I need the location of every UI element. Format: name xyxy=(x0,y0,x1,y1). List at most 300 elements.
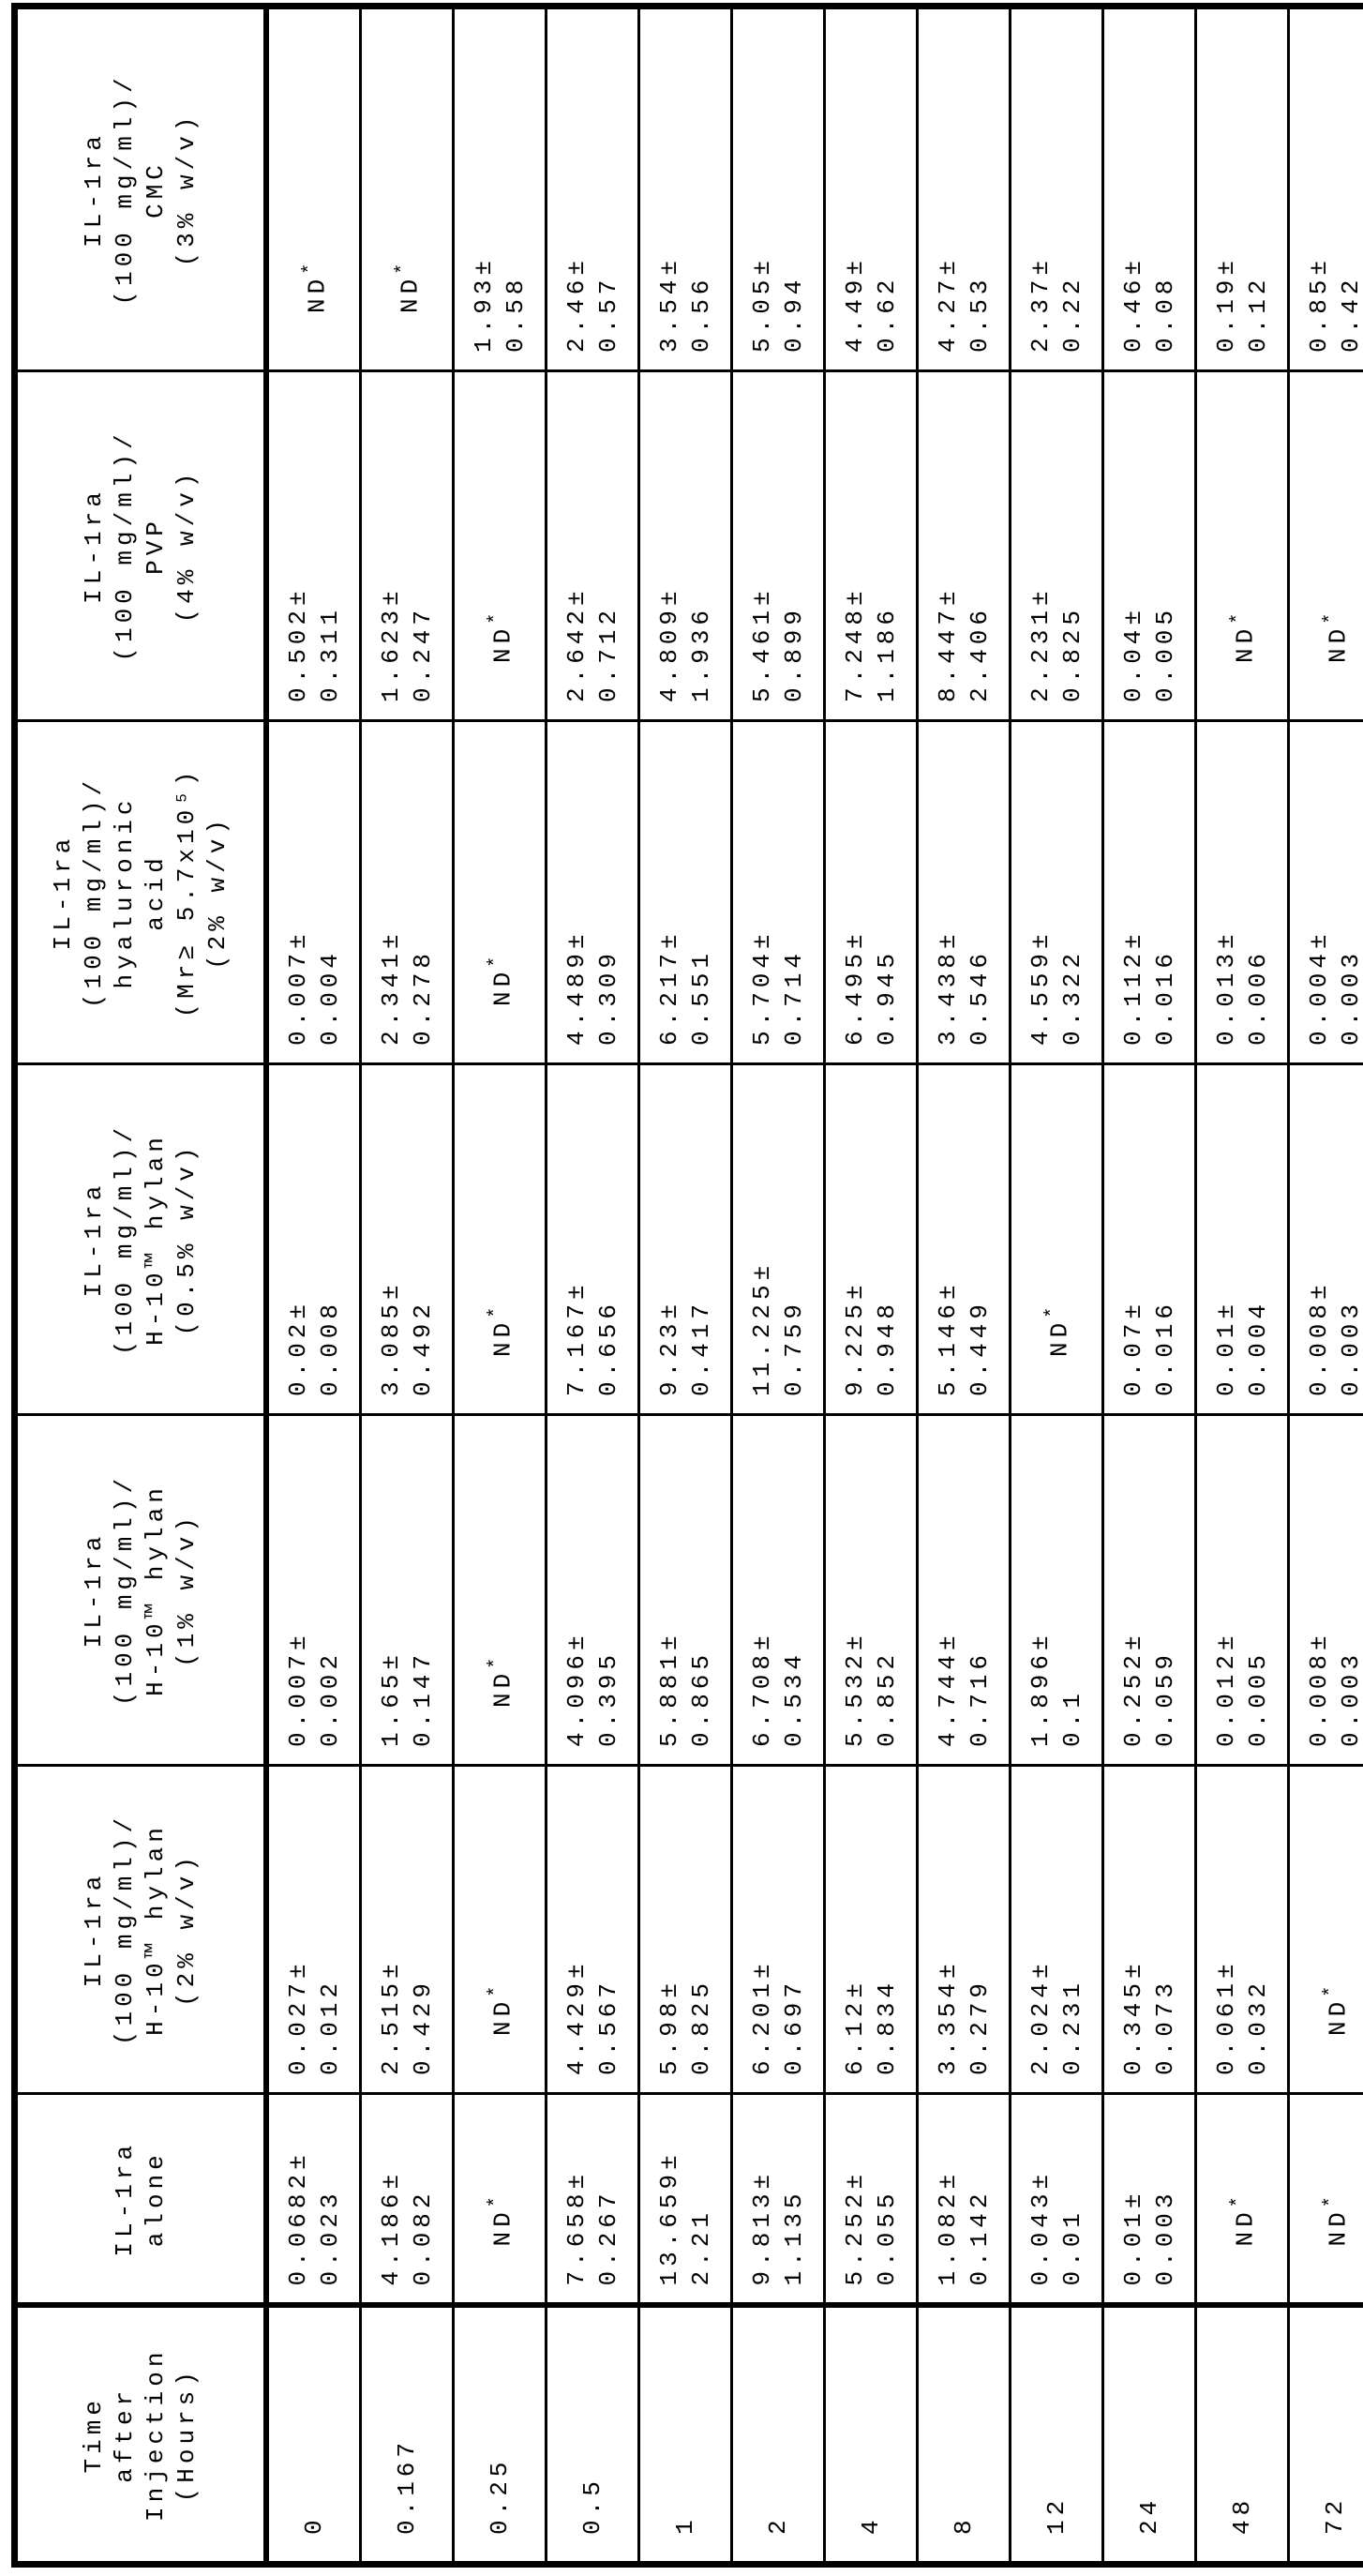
nd-footnote-mark: * xyxy=(1228,2192,1250,2207)
nd-label: ND xyxy=(303,275,331,313)
value-cell xyxy=(361,721,454,1064)
mean-value: 5.532± xyxy=(839,1416,871,1747)
value-cell xyxy=(639,1766,732,2094)
not-detected-cell xyxy=(1289,371,1363,721)
sd-value: 0.005 xyxy=(1149,372,1181,702)
value-cell xyxy=(639,721,732,1064)
nd-label: ND xyxy=(488,1669,517,1708)
sd-value: 0.003 xyxy=(1335,722,1363,1046)
header-line: H-10™ hylan xyxy=(141,1065,172,1413)
mean-value: 5.05± xyxy=(746,9,778,353)
column-header xyxy=(15,721,267,1064)
nd-label: ND xyxy=(1231,2207,1259,2246)
value-cell xyxy=(361,1766,454,2094)
mean-value: 1.65± xyxy=(375,1416,407,1747)
mean-value: 0.07± xyxy=(1117,1065,1149,1396)
time-cell: 4 xyxy=(825,2306,918,2565)
table-row xyxy=(361,7,454,2565)
value-cell xyxy=(918,7,1011,371)
mean-value: 3.54± xyxy=(653,9,685,353)
header-line: (100 mg/ml)/ xyxy=(110,1065,141,1413)
mean-value: 0.004± xyxy=(1303,722,1335,1046)
time-cell: 48 xyxy=(1196,2306,1289,2565)
mean-value: 6.217± xyxy=(653,722,685,1046)
sd-value: 0.059 xyxy=(1149,1416,1181,1747)
mean-value: 5.98± xyxy=(653,1767,685,2075)
mean-value: 1.93± xyxy=(468,9,500,353)
sd-value: 0.417 xyxy=(685,1065,717,1396)
sd-value: 0.278 xyxy=(407,722,439,1046)
value-cell xyxy=(732,1766,825,2094)
mean-value: 4.559± xyxy=(1025,722,1056,1046)
value-cell xyxy=(918,721,1011,1064)
sd-value: 0.322 xyxy=(1056,722,1088,1046)
sd-value: 0.279 xyxy=(964,1767,996,2075)
sd-value: 0.016 xyxy=(1149,722,1181,1046)
time-cell: 0.5 xyxy=(547,2306,639,2565)
mean-value: 1.623± xyxy=(375,372,407,702)
column-header xyxy=(15,2306,267,2565)
header-line: (2% w/v) xyxy=(172,1767,202,2092)
sd-value: 0.567 xyxy=(592,1767,624,2075)
mean-value: 8.447± xyxy=(932,372,964,702)
not-detected-cell xyxy=(1011,1064,1103,1415)
mean-value: 0.112± xyxy=(1117,722,1149,1046)
table-row xyxy=(547,7,639,2565)
sd-value: 0.231 xyxy=(1056,1767,1088,2075)
sd-value: 0.56 xyxy=(685,9,717,353)
value-cell xyxy=(1196,1415,1289,1766)
value-cell xyxy=(547,7,639,371)
mean-value: 2.515± xyxy=(375,1767,407,2075)
nd-label: ND xyxy=(396,275,424,313)
time-cell: 24 xyxy=(1103,2306,1196,2565)
sd-value: 0.004 xyxy=(1242,1065,1274,1396)
header-line: IL-1ra xyxy=(79,372,110,719)
value-cell xyxy=(1196,7,1289,371)
value-cell xyxy=(361,2094,454,2306)
header-line: IL-1ra xyxy=(79,1065,110,1413)
mean-value: 0.85± xyxy=(1303,9,1335,353)
sd-value: 0.53 xyxy=(964,9,996,353)
mean-value: 7.248± xyxy=(839,372,871,702)
header-line: (Hours) xyxy=(172,2309,202,2562)
sd-value: 0.449 xyxy=(964,1065,996,1396)
header-line: PVP xyxy=(141,372,172,719)
value-cell xyxy=(918,1064,1011,1415)
header-line: (100 mg/ml)/ xyxy=(79,722,110,1062)
mean-value: 6.708± xyxy=(746,1416,778,1747)
value-cell xyxy=(1011,2094,1103,2306)
header-line: IL-1ra xyxy=(79,1416,110,1764)
nd-label: ND xyxy=(1045,1318,1073,1357)
nd-label: ND xyxy=(488,625,517,663)
value-cell xyxy=(1011,371,1103,721)
mean-value: 0.061± xyxy=(1210,1767,1242,2075)
mean-value: 5.461± xyxy=(746,372,778,702)
time-cell: 1 xyxy=(639,2306,732,2565)
mean-value: 6.201± xyxy=(746,1767,778,2075)
header-line: (1% w/v) xyxy=(172,1416,202,1764)
table-row xyxy=(454,7,547,2565)
value-cell xyxy=(1011,7,1103,371)
sd-value: 0.032 xyxy=(1242,1767,1274,2075)
header-line: Injection xyxy=(141,2309,172,2562)
value-cell xyxy=(732,721,825,1064)
mean-value: 4.186± xyxy=(375,2095,407,2286)
not-detected-cell xyxy=(1289,1766,1363,2094)
nd-footnote-mark: * xyxy=(1228,609,1250,625)
nd-label: ND xyxy=(1324,625,1352,663)
nd-label: ND xyxy=(488,1318,517,1357)
value-cell xyxy=(825,721,918,1064)
sd-value: 0.395 xyxy=(592,1416,624,1747)
mean-value: 0.252± xyxy=(1117,1416,1149,1747)
nd-footnote-mark: * xyxy=(486,1303,507,1318)
table-row xyxy=(639,7,732,2565)
mean-value: 2.231± xyxy=(1025,372,1056,702)
mean-value: 0.008± xyxy=(1303,1416,1335,1747)
value-cell xyxy=(1103,721,1196,1064)
sd-value: 1.936 xyxy=(685,372,717,702)
not-detected-cell xyxy=(454,721,547,1064)
mean-value: 0.013± xyxy=(1210,722,1242,1046)
nd-label: ND xyxy=(1324,2207,1352,2246)
nd-footnote-mark: * xyxy=(1321,2192,1342,2207)
mean-value: 2.341± xyxy=(375,722,407,1046)
mean-value: 7.658± xyxy=(561,2095,592,2286)
header-line: (3% w/v) xyxy=(172,9,202,369)
value-cell xyxy=(1289,7,1363,371)
header-line: (Mr≥ 5.7x10⁵) xyxy=(172,722,202,1062)
sd-value: 0.42 xyxy=(1335,9,1363,353)
value-cell xyxy=(547,1064,639,1415)
value-cell xyxy=(1103,1415,1196,1766)
table-row xyxy=(1289,7,1363,2565)
header-line: H-10™ hylan xyxy=(141,1416,172,1764)
header-line: hyaluronic xyxy=(110,722,141,1062)
mean-value: 9.813± xyxy=(746,2095,778,2286)
time-cell: 8 xyxy=(918,2306,1011,2565)
sd-value: 0.003 xyxy=(1335,1065,1363,1396)
sd-value: 0.94 xyxy=(778,9,810,353)
sd-value: 0.551 xyxy=(685,722,717,1046)
header-line: (100 mg/ml)/ xyxy=(110,372,141,719)
value-cell xyxy=(266,1064,361,1415)
value-cell xyxy=(732,1415,825,1766)
mean-value: 0.46± xyxy=(1117,9,1149,353)
sd-value: 0.899 xyxy=(778,372,810,702)
value-cell xyxy=(547,1766,639,2094)
table-row xyxy=(266,7,361,2565)
mean-value: 0.19± xyxy=(1210,9,1242,353)
value-cell xyxy=(547,721,639,1064)
sd-value: 0.267 xyxy=(592,2095,624,2286)
mean-value: 4.096± xyxy=(561,1416,592,1747)
sd-value: 0.311 xyxy=(314,372,346,702)
mean-value: 5.704± xyxy=(746,722,778,1046)
sd-value: 0.006 xyxy=(1242,722,1274,1046)
sd-value: 0.12 xyxy=(1242,9,1274,353)
value-cell xyxy=(639,7,732,371)
value-cell xyxy=(639,2094,732,2306)
sd-value: 1.135 xyxy=(778,2095,810,2286)
table-row xyxy=(1196,7,1289,2565)
value-cell xyxy=(918,1415,1011,1766)
sd-value: 0.714 xyxy=(778,722,810,1046)
value-cell xyxy=(1103,7,1196,371)
nd-footnote-mark: * xyxy=(1042,1303,1064,1318)
sd-value: 0.073 xyxy=(1149,1767,1181,2075)
value-cell xyxy=(1289,721,1363,1064)
header-line: (4% w/v) xyxy=(172,372,202,719)
sd-value: 0.62 xyxy=(871,9,903,353)
nd-footnote-mark: * xyxy=(486,609,507,625)
header-line: (100 mg/ml)/ xyxy=(110,1767,141,2092)
sd-value: 0.309 xyxy=(592,722,624,1046)
nd-footnote-mark: * xyxy=(486,1653,507,1669)
sd-value: 2.406 xyxy=(964,372,996,702)
nd-footnote-mark: * xyxy=(486,2192,507,2207)
mean-value: 2.642± xyxy=(561,372,592,702)
nd-label: ND xyxy=(1231,625,1259,663)
mean-value: 5.252± xyxy=(839,2095,871,2286)
value-cell xyxy=(266,1766,361,2094)
sd-value: 0.865 xyxy=(685,1416,717,1747)
column-header xyxy=(15,371,267,721)
value-cell xyxy=(918,371,1011,721)
mean-value: 0.043± xyxy=(1025,2095,1056,2286)
mean-value: 4.49± xyxy=(839,9,871,353)
value-cell xyxy=(454,7,547,371)
sd-value: 0.546 xyxy=(964,722,996,1046)
value-cell xyxy=(732,371,825,721)
not-detected-cell xyxy=(454,1415,547,1766)
mean-value: 9.23± xyxy=(653,1065,685,1396)
mean-value: 4.809± xyxy=(653,372,685,702)
nd-label: ND xyxy=(1324,1997,1352,2036)
nd-footnote-mark: * xyxy=(393,259,414,275)
column-header xyxy=(15,2094,267,2306)
mean-value: 2.024± xyxy=(1025,1767,1056,2075)
value-cell xyxy=(825,371,918,721)
sd-value: 0.005 xyxy=(1242,1416,1274,1747)
sd-value: 0.825 xyxy=(1056,372,1088,702)
mean-value: 2.46± xyxy=(561,9,592,353)
sd-value: 0.492 xyxy=(407,1065,439,1396)
sd-value: 0.055 xyxy=(871,2095,903,2286)
value-cell xyxy=(639,1415,732,1766)
header-line: (100 mg/ml)/ xyxy=(110,1416,141,1764)
value-cell xyxy=(1011,1415,1103,1766)
nd-footnote-mark: * xyxy=(486,1981,507,1997)
sd-value: 0.57 xyxy=(592,9,624,353)
mean-value: 6.12± xyxy=(839,1767,871,2075)
value-cell xyxy=(732,1064,825,1415)
sd-value: 2.21 xyxy=(685,2095,717,2286)
sd-value: 0.01 xyxy=(1056,2095,1088,2286)
sd-value: 0.948 xyxy=(871,1065,903,1396)
mean-value: 1.082± xyxy=(932,2095,964,2286)
sd-value: 0.147 xyxy=(407,1416,439,1747)
mean-value: 1.896± xyxy=(1025,1416,1056,1747)
time-cell: 0 xyxy=(266,2306,361,2565)
mean-value: 4.27± xyxy=(932,9,964,353)
table-header-row xyxy=(15,7,267,2565)
release-data-table xyxy=(11,3,1363,2568)
not-detected-cell xyxy=(1289,2094,1363,2306)
table-body xyxy=(266,7,1363,2565)
value-cell xyxy=(732,2094,825,2306)
header-line: (2% w/v) xyxy=(202,722,233,1062)
value-cell xyxy=(639,1064,732,1415)
sd-value: 0.58 xyxy=(500,9,532,353)
value-cell xyxy=(639,371,732,721)
time-cell: 12 xyxy=(1011,2306,1103,2565)
nd-label: ND xyxy=(488,968,517,1006)
value-cell xyxy=(1196,1766,1289,2094)
value-cell xyxy=(266,721,361,1064)
nd-footnote-mark: * xyxy=(1321,609,1342,625)
mean-value: 0.007± xyxy=(282,722,314,1046)
value-cell xyxy=(825,1064,918,1415)
value-cell xyxy=(1103,2094,1196,2306)
sd-value: 0.656 xyxy=(592,1065,624,1396)
value-cell xyxy=(1196,721,1289,1064)
sd-value: 0.08 xyxy=(1149,9,1181,353)
column-header xyxy=(15,7,267,371)
mean-value: 0.008± xyxy=(1303,1065,1335,1396)
mean-value: 2.37± xyxy=(1025,9,1056,353)
sd-value: 0.004 xyxy=(314,722,346,1046)
time-cell: 2 xyxy=(732,2306,825,2565)
not-detected-cell xyxy=(454,1064,547,1415)
value-cell xyxy=(547,2094,639,2306)
sd-value: 0.22 xyxy=(1056,9,1088,353)
header-line: IL-1ra xyxy=(48,722,79,1062)
time-cell: 0.167 xyxy=(361,2306,454,2565)
value-cell xyxy=(1011,721,1103,1064)
mean-value: 0.04± xyxy=(1117,372,1149,702)
mean-value: 7.167± xyxy=(561,1065,592,1396)
value-cell xyxy=(1289,1064,1363,1415)
sd-value: 0.429 xyxy=(407,1767,439,2075)
nd-footnote-mark: * xyxy=(1321,1981,1342,1997)
not-detected-cell xyxy=(1196,2094,1289,2306)
header-line: IL-1ra xyxy=(79,1767,110,2092)
sd-value: 0.1 xyxy=(1056,1416,1088,1747)
sd-value: 0.852 xyxy=(871,1416,903,1747)
mean-value: 3.085± xyxy=(375,1065,407,1396)
mean-value: 0.01± xyxy=(1117,2095,1149,2286)
mean-value: 4.489± xyxy=(561,722,592,1046)
mean-value: 5.146± xyxy=(932,1065,964,1396)
mean-value: 9.225± xyxy=(839,1065,871,1396)
sd-value: 0.003 xyxy=(1149,2095,1181,2286)
value-cell xyxy=(825,7,918,371)
mean-value: 0.02± xyxy=(282,1065,314,1396)
value-cell xyxy=(732,7,825,371)
header-line: IL-1ra xyxy=(79,9,110,369)
not-detected-cell xyxy=(454,2094,547,2306)
value-cell xyxy=(825,1415,918,1766)
mean-value: 0.007± xyxy=(282,1416,314,1747)
column-header xyxy=(15,1766,267,2094)
mean-value: 0.01± xyxy=(1210,1065,1242,1396)
sd-value: 0.003 xyxy=(1335,1416,1363,1747)
value-cell xyxy=(361,1064,454,1415)
header-line: (0.5% w/v) xyxy=(172,1065,202,1413)
mean-value: 6.495± xyxy=(839,722,871,1046)
header-line: CMC xyxy=(141,9,172,369)
header-line: after xyxy=(110,2309,141,2562)
table-row xyxy=(1011,7,1103,2565)
sd-value: 0.016 xyxy=(1149,1065,1181,1396)
mean-value: 11.225± xyxy=(746,1065,778,1396)
header-line: (100 mg/ml)/ xyxy=(110,9,141,369)
not-detected-cell xyxy=(454,1766,547,2094)
nd-label: ND xyxy=(488,2207,517,2246)
column-header xyxy=(15,1064,267,1415)
mean-value: 3.354± xyxy=(932,1767,964,2075)
value-cell xyxy=(825,2094,918,2306)
sd-value: 0.716 xyxy=(964,1416,996,1747)
nd-footnote-mark: * xyxy=(300,259,322,275)
mean-value: 0.0682± xyxy=(282,2095,314,2286)
sd-value: 0.834 xyxy=(871,1767,903,2075)
not-detected-cell xyxy=(454,371,547,721)
value-cell xyxy=(1011,1766,1103,2094)
table-row xyxy=(732,7,825,2565)
value-cell xyxy=(825,1766,918,2094)
time-cell: 0.25 xyxy=(454,2306,547,2565)
mean-value: 0.012± xyxy=(1210,1416,1242,1747)
sd-value: 0.247 xyxy=(407,372,439,702)
column-header xyxy=(15,1415,267,1766)
value-cell xyxy=(547,1415,639,1766)
value-cell xyxy=(1103,1766,1196,2094)
sd-value: 0.534 xyxy=(778,1416,810,1747)
mean-value: 4.429± xyxy=(561,1767,592,2075)
sd-value: 0.697 xyxy=(778,1767,810,2075)
value-cell xyxy=(918,1766,1011,2094)
sd-value: 0.008 xyxy=(314,1065,346,1396)
not-detected-cell xyxy=(1196,371,1289,721)
time-cell: 72 xyxy=(1289,2306,1363,2565)
mean-value: 3.438± xyxy=(932,722,964,1046)
value-cell xyxy=(1289,1415,1363,1766)
header-line: H-10™ hylan xyxy=(141,1767,172,2092)
header-line: IL-1ra xyxy=(110,2095,141,2303)
rotated-table-container xyxy=(11,9,1350,2568)
header-line: alone xyxy=(141,2095,172,2303)
value-cell xyxy=(1103,371,1196,721)
sd-value: 0.945 xyxy=(871,722,903,1046)
table-row xyxy=(918,7,1011,2565)
mean-value: 0.502± xyxy=(282,372,314,702)
sd-value: 0.712 xyxy=(592,372,624,702)
mean-value: 5.881± xyxy=(653,1416,685,1747)
sd-value: 0.082 xyxy=(407,2095,439,2286)
table-row xyxy=(1103,7,1196,2565)
sd-value: 0.142 xyxy=(964,2095,996,2286)
mean-value: 0.345± xyxy=(1117,1767,1149,2075)
not-detected-cell xyxy=(266,7,361,371)
nd-footnote-mark: * xyxy=(486,952,507,968)
sd-value: 0.012 xyxy=(314,1767,346,2075)
table-row xyxy=(825,7,918,2565)
header-line: acid xyxy=(141,722,172,1062)
